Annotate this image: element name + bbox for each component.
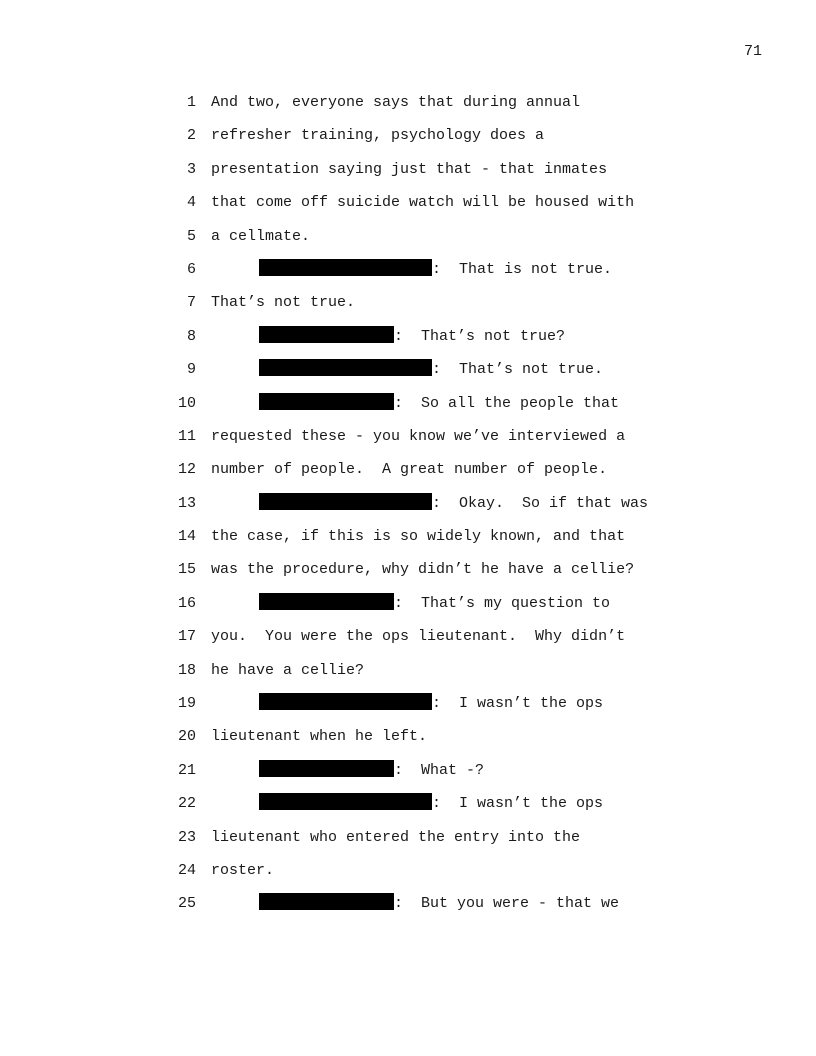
line-text: a cellmate.	[211, 227, 311, 245]
transcript-line	[0, 491, 816, 524]
line-number: 16	[177, 594, 196, 612]
transcript-line	[0, 891, 816, 924]
line-text: And two, everyone says that during annual	[211, 94, 581, 111]
line-number: 20	[177, 728, 196, 746]
line-number: 7	[186, 294, 196, 312]
transcript-line	[0, 658, 816, 691]
transcript-line	[0, 457, 816, 490]
line-number: 3	[186, 160, 196, 178]
speaker-line	[259, 791, 603, 817]
line-number: 4	[186, 194, 196, 212]
transcript-line	[0, 624, 816, 657]
line-text: : What -?	[394, 761, 485, 779]
line-text: : I wasn’t the ops	[432, 795, 604, 813]
transcript-line	[0, 391, 816, 424]
line-text: : That’s not true?	[394, 327, 566, 345]
line-text: requested these - you know we’ve interviewed a	[211, 427, 626, 445]
transcript-line	[0, 224, 816, 257]
redaction-bar	[259, 259, 432, 276]
redaction-bar	[259, 493, 432, 510]
transcript-line	[0, 758, 816, 791]
line-number: 9	[186, 361, 196, 379]
line-number: 1	[186, 94, 196, 111]
line-number: 6	[186, 260, 196, 278]
redaction-bar	[259, 760, 394, 777]
redaction-bar	[259, 793, 432, 810]
line-text: : That is not true.	[432, 260, 613, 278]
transcript-line	[0, 825, 816, 858]
speaker-line	[259, 691, 603, 717]
speaker-line	[259, 257, 612, 283]
line-number: 2	[186, 127, 196, 145]
line-text: : Okay. So if that was	[432, 494, 649, 512]
transcript-line	[0, 290, 816, 323]
transcript-line	[0, 691, 816, 724]
line-number: 21	[177, 761, 196, 779]
line-number: 11	[177, 427, 196, 445]
page-number: 71	[743, 43, 762, 60]
transcript-line	[0, 557, 816, 590]
transcript-line	[0, 591, 816, 624]
line-text: That’s not true.	[211, 294, 356, 312]
transcript-line	[0, 257, 816, 290]
line-number: 13	[177, 494, 196, 512]
redaction-bar	[259, 326, 394, 343]
line-number: 25	[177, 895, 196, 913]
speaker-line	[259, 758, 484, 784]
transcript-line	[0, 157, 816, 190]
line-text: the case, if this is so widely known, and that	[211, 528, 626, 546]
speaker-line	[259, 591, 610, 617]
redaction-bar	[259, 893, 394, 910]
redaction-bar	[259, 593, 394, 610]
redaction-bar	[259, 393, 394, 410]
transcript-body	[0, 90, 816, 925]
line-number: 24	[177, 861, 196, 879]
line-number: 23	[177, 828, 196, 846]
redaction-bar	[259, 693, 432, 710]
line-text: : So all the people that	[394, 394, 620, 412]
line-number: 17	[177, 628, 196, 646]
transcript-line	[0, 724, 816, 757]
transcript-line	[0, 123, 816, 156]
line-text: : That’s not true.	[432, 361, 604, 379]
line-text: : But you were - that we	[394, 895, 620, 913]
transcript-line	[0, 324, 816, 357]
line-text: you. You were the ops lieutenant. Why didn’t	[211, 628, 626, 646]
transcript-line	[0, 858, 816, 891]
transcript-line	[0, 190, 816, 223]
line-number: 18	[177, 661, 196, 679]
speaker-line	[259, 491, 648, 517]
line-number: 8	[186, 327, 196, 345]
line-text: lieutenant when he left.	[211, 728, 428, 746]
line-text: he have a cellie?	[211, 661, 365, 679]
line-text: that come off suicide watch will be housed with	[211, 194, 635, 212]
line-text: was the procedure, why didn’t he have a cellie?	[211, 561, 635, 579]
speaker-line	[259, 391, 619, 417]
line-text: refresher training, psychology does a	[211, 127, 545, 145]
speaker-line	[259, 891, 619, 917]
transcript-line	[0, 424, 816, 457]
line-number: 22	[177, 795, 196, 813]
line-number: 12	[177, 461, 196, 479]
line-number: 10	[177, 394, 196, 412]
speaker-line	[259, 357, 603, 383]
line-text: presentation saying just that - that inmates	[211, 160, 608, 178]
transcript-line	[0, 524, 816, 557]
transcript-line	[0, 357, 816, 390]
line-number: 14	[177, 528, 196, 546]
line-text: number of people. A great number of people.	[211, 461, 608, 479]
speaker-line	[259, 324, 565, 350]
line-number: 15	[177, 561, 196, 579]
line-text: : I wasn’t the ops	[432, 695, 604, 713]
line-text: lieutenant who entered the entry into the	[211, 828, 581, 846]
redaction-bar	[259, 359, 432, 376]
line-text: : That’s my question to	[394, 594, 611, 612]
transcript-line	[0, 791, 816, 824]
line-number: 19	[177, 695, 196, 713]
line-text: roster.	[211, 861, 275, 879]
line-number: 5	[186, 227, 196, 245]
transcript-line	[0, 90, 816, 123]
